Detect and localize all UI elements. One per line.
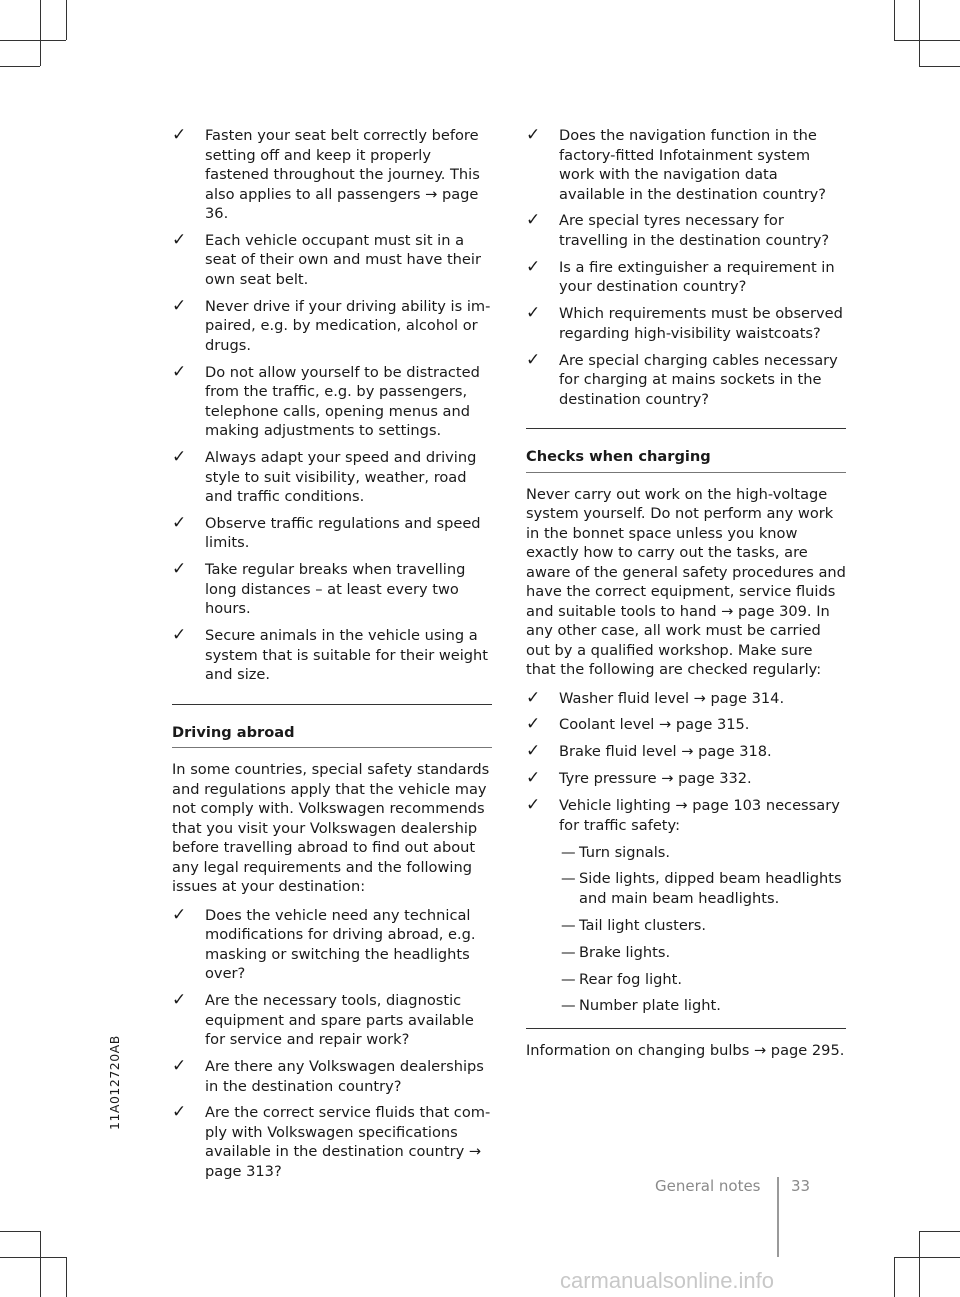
- checkmark-icon: ✓: [526, 125, 541, 145]
- checkmark-icon: ✓: [172, 1102, 187, 1123]
- checkmark-icon: ✓: [526, 687, 541, 708]
- checkmark-icon: ✓: [172, 125, 187, 145]
- section-name: General notes: [655, 1177, 761, 1195]
- section-heading: Checks when charging: [526, 448, 711, 466]
- checkmark-icon: ✓: [172, 625, 187, 646]
- checkmark-icon: ✓: [526, 303, 541, 324]
- list-item: — Tail light clusters.: [561, 916, 707, 934]
- section-divider: [172, 704, 492, 705]
- dash-icon: —: [561, 997, 576, 1015]
- checkmark-icon: ✓: [526, 210, 541, 231]
- checkmark-icon: ✓: [526, 349, 541, 370]
- crop-mark: [66, 0, 67, 40]
- list-item: ✓ Washer fluid level → page 314.: [526, 687, 785, 708]
- list-item: ✓ Do not allow yourself to be distracted from the traffic, e.g. by passengers, telephone calls, opening menus and making adjustments to settings.: [172, 361, 480, 440]
- paragraph: Never carry out work on the high-voltage system yourself. Do not perform any work in the bonnet space unless you know exactly how to carry out the tasks, are aware of the general safety procedures and have the correct equipment, service fluids and suitable tools to hand → page 309. In any other case, all work must be carried out by a qualified workshop. Make sure that the following are checked regularly:: [526, 485, 846, 679]
- crop-mark: [894, 0, 895, 40]
- dash-icon: —: [561, 870, 576, 888]
- checkmark-icon: ✓: [526, 256, 541, 277]
- list-item: ✓ Are there any Volkswagen dealerships in the destination country?: [172, 1056, 484, 1095]
- list-item: ✓ Observe traffic regulations and speed limits.: [172, 512, 481, 552]
- heading-underline: [526, 472, 846, 473]
- dash-icon: —: [561, 916, 576, 934]
- list-item: — Number plate light.: [561, 997, 721, 1015]
- checkmark-icon: ✓: [526, 795, 541, 816]
- list-item: ✓ Fasten your seat belt correctly before setting off and keep it properly fastened throughout the journey. This also applies to all passengers → page 36.: [172, 125, 480, 222]
- list-item: — Brake lights.: [561, 943, 671, 961]
- checkmark-icon: ✓: [526, 741, 541, 762]
- list-item: ✓ Does the vehicle need any technical modifications for driving abroad, e.g. masking or switching the headlights over?: [172, 904, 476, 983]
- list-item: ✓ Take regular breaks when travelling long distances – at least every two hours.: [172, 559, 466, 618]
- page-number: 33: [791, 1177, 811, 1195]
- checkmark-icon: ✓: [172, 512, 187, 533]
- crop-mark: [0, 1231, 40, 1232]
- crop-mark: [0, 40, 66, 41]
- checkmark-icon: ✓: [172, 559, 187, 580]
- list-item: ✓ Are special tyres necessary for travelling in the destination country?: [526, 210, 830, 249]
- charging-checklist: [526, 689, 846, 836]
- crop-mark: [919, 1231, 960, 1232]
- crop-mark: [894, 1257, 895, 1297]
- crop-mark: [0, 1257, 66, 1258]
- dash-icon: —: [561, 970, 576, 988]
- crop-mark: [894, 1257, 960, 1258]
- left-column: [172, 126, 492, 1189]
- list-item: ✓ Are the correct service fluids that comply with Volkswagen specifications available in the destination country → page 313?: [172, 1102, 491, 1180]
- list-item: ✓ Does the navigation function in the factory-fitted Infotainment system work with the navigation data available in the destination country?: [526, 125, 827, 203]
- list-item: ✓ Each vehicle occupant must sit in a seat of their own and must have their own seat belt.: [172, 229, 481, 288]
- dash-icon: —: [561, 943, 576, 961]
- list-item: ✓ Brake fluid level → page 318.: [526, 741, 772, 762]
- checkmark-icon: ✓: [172, 1056, 187, 1077]
- safety-checklist: [172, 126, 492, 685]
- checkmark-icon: ✓: [526, 768, 541, 789]
- document-code: 11A012720AB: [107, 1035, 122, 1130]
- heading-underline: [172, 747, 492, 748]
- checkmark-icon: ✓: [172, 295, 187, 316]
- crop-mark: [66, 1257, 67, 1297]
- list-item: ✓ Tyre pressure → page 332.: [526, 768, 752, 789]
- crop-mark: [894, 40, 960, 41]
- list-item: — Turn signals.: [561, 843, 670, 861]
- lighting-list: [526, 843, 846, 1016]
- crop-mark: [40, 1231, 41, 1297]
- list-item: ✓ Is a fire extinguisher a requirement in your destination country?: [526, 256, 835, 296]
- section-divider: [526, 1028, 846, 1029]
- crop-mark: [40, 0, 41, 66]
- checkmark-icon: ✓: [526, 714, 541, 735]
- list-item: ✓ Are special charging cables necessary for charging at mains sockets in the destination country?: [526, 349, 838, 408]
- footer-divider: [777, 1177, 779, 1257]
- checkmark-icon: ✓: [172, 990, 187, 1011]
- checkmark-icon: ✓: [172, 361, 187, 382]
- crop-mark: [919, 66, 960, 67]
- list-item: — Side lights, dipped beam headlights and main beam headlights.: [561, 870, 842, 907]
- crop-mark: [0, 66, 40, 67]
- list-item: ✓ Never drive if your driving ability is impaired, e.g. by medication, alcohol or drugs.: [172, 295, 491, 354]
- list-item: ✓ Which requirements must be observed regarding high-visibility waistcoats?: [526, 303, 843, 342]
- checkmark-icon: ✓: [172, 904, 187, 925]
- list-item: ✓ Vehicle lighting → page 103 necessary for traffic safety:: [526, 795, 840, 834]
- watermark: carmanualsonline.info: [560, 1268, 775, 1293]
- list-item: ✓ Coolant level → page 315.: [526, 714, 750, 735]
- checkmark-icon: ✓: [172, 229, 187, 250]
- list-item: ✓ Are the necessary tools, diagnostic equipment and spare parts available for service and repair work?: [172, 990, 474, 1049]
- section-divider: [526, 428, 846, 429]
- bulbs-note: Information on changing bulbs → page 295.: [526, 1041, 845, 1059]
- crop-mark: [919, 0, 920, 66]
- dash-icon: —: [561, 843, 576, 861]
- list-item: — Rear fog light.: [561, 970, 682, 988]
- paragraph: In some countries, special safety standards and regulations apply that the vehicle may not comply with. Volkswagen recommends that you visit your Volkswagen dealership before travelling abroad to find out about any legal requirements and the following issues at your destination:: [172, 761, 490, 896]
- right-column: [526, 126, 846, 1065]
- checkmark-icon: ✓: [172, 447, 187, 468]
- list-item: ✓ Secure animals in the vehicle using a system that is suitable for their weight and size.: [172, 625, 489, 684]
- list-item: ✓ Always adapt your speed and driving style to suit visibility, weather, road and traffic conditions.: [172, 447, 477, 506]
- section-heading: Driving abroad: [172, 723, 295, 741]
- crop-mark: [919, 1231, 920, 1297]
- abroad-checklist-continued: [526, 126, 846, 409]
- abroad-checklist: [172, 906, 492, 1182]
